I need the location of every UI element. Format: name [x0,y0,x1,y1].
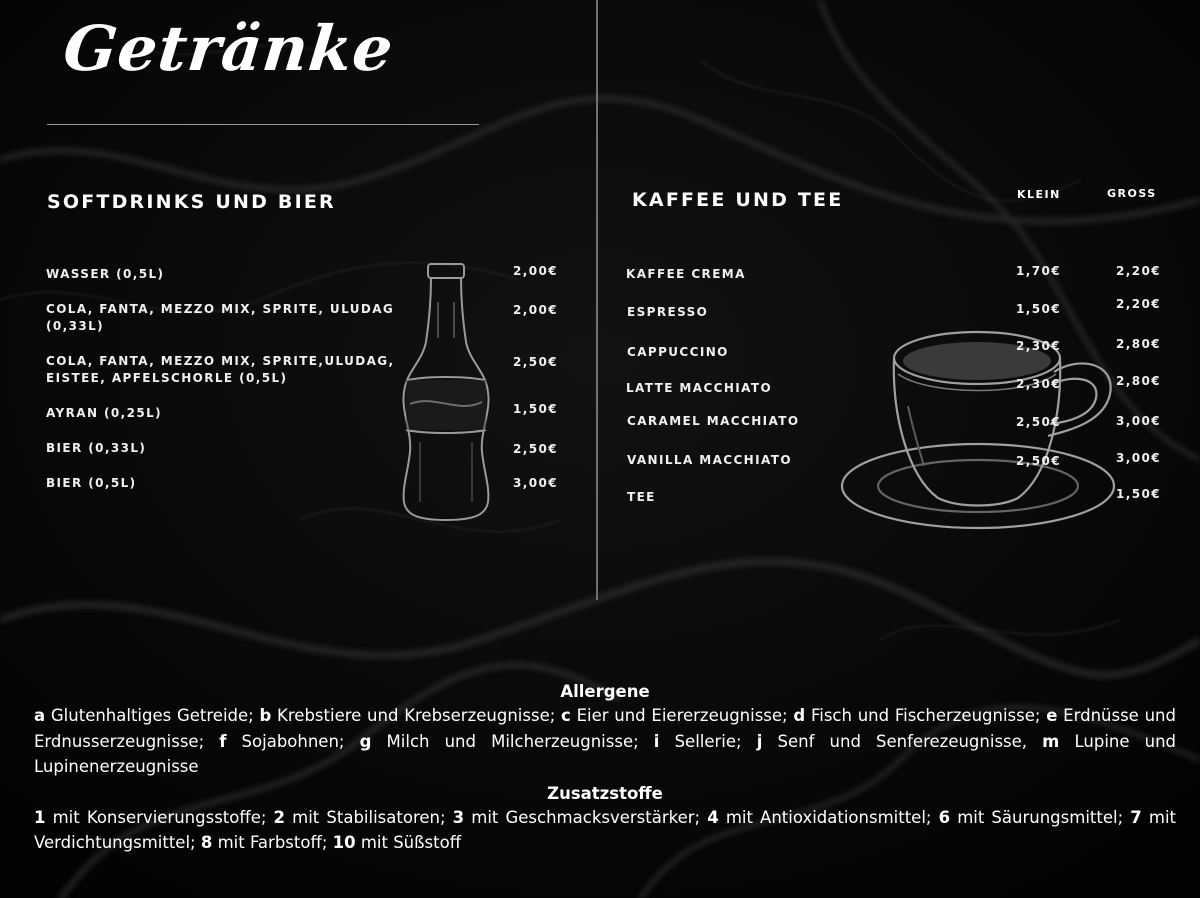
allergene-entry: d Fisch und Fischerzeugnisse; [793,706,1047,725]
kaffee-item-name: LATTE MACCHIATO [626,381,773,395]
zusatzstoffe-heading: Zusatzstoffe [547,783,663,803]
softdrink-item-name: COLA, FANTA, MEZZO MIX, SPRITE, ULUDAG (0,33L) [46,302,395,333]
zusatzstoffe-text [34,805,1176,856]
page-title: Getränke [60,12,398,85]
allergene-entry: e Erdnüsse und Erdnusserzeugnisse; [34,706,1176,751]
kaffee-item-klein-price: 1,70€ [1016,264,1061,278]
kaffee-item-gross-price: 2,20€ [1116,297,1161,311]
softdrink-item-name: BIER (0,5L) [46,476,137,490]
kaffee-item-gross-price: 3,00€ [1116,451,1161,465]
kaffee-item-klein-price: 2,50€ [1016,415,1061,429]
softdrink-item-name: COLA, FANTA, MEZZO MIX, SPRITE,ULUDAG, EISTEE, APFELSCHORLE (0,5L) [46,354,395,385]
kaffee-item-name: KAFFEE CREMA [626,267,746,281]
softdrink-item-price: 2,00€ [513,264,558,278]
kaffee-item-gross-price: 3,00€ [1116,414,1161,428]
kaffee-item-gross-price: 1,50€ [1116,487,1161,501]
zusatzstoffe-entry: 10 mit Süßstoff [332,833,462,852]
kaffee-item-gross-price: 2,20€ [1116,264,1161,278]
allergene-entry: b Krebstiere und Krebserzeugnisse; [259,706,562,725]
softdrink-item-price: 1,50€ [513,402,558,416]
allergene-entry: c Eier und Eiererzeugnisse; [561,706,794,725]
zusatzstoffe-entry: 2 mit Stabilisatoren; [273,807,453,827]
kaffee-item-name: TEE [627,490,656,504]
allergy-legend [34,680,1176,856]
column-divider [596,0,598,600]
softdrink-item-name: WASSER (0,5L) [46,267,165,281]
allergene-entry: f Sojabohnen; [219,731,360,751]
column-header-gross: GROSS [1107,187,1157,200]
kaffee-heading: KAFFEE UND TEE [632,189,844,211]
softdrinks-heading: SOFTDRINKS UND BIER [47,191,336,213]
allergene-heading: Allergene [560,682,650,701]
allergene-entry: j Senf und Senferezeugnisse, [756,731,1043,751]
allergene-entry: a Glutenhaltiges Getreide; [34,706,260,725]
softdrink-item-price: 2,00€ [513,303,558,317]
title-underline [47,124,479,125]
kaffee-item-klein-price: 1,50€ [1016,302,1061,316]
softdrink-item-price: 3,00€ [513,476,558,490]
softdrink-item-price: 2,50€ [513,442,558,456]
kaffee-item-gross-price: 2,80€ [1116,374,1161,388]
kaffee-item-gross-price: 2,80€ [1116,337,1161,351]
zusatzstoffe-entry: 6 mit Säurungsmittel; [938,807,1131,827]
allergene-entry: i Sellerie; [653,731,757,751]
zusatzstoffe-entry: 1 mit Konservierungsstoffe; [34,807,274,827]
kaffee-item-klein-price: 2,30€ [1016,377,1061,391]
softdrink-item-name: BIER (0,33L) [46,441,147,455]
zusatzstoffe-entry: 3 mit Geschmacksverstärker; [452,807,708,827]
zusatzstoffe-entry: 8 mit Farbstoff; [200,833,333,852]
zusatzstoffe-entry: 7 mit Verdichtungsmittel; [34,807,1176,852]
zusatzstoffe-entry: 4 mit Antioxidationsmittel; [707,807,939,827]
allergene-entry: g Milch und Milcherzeugnisse; [359,731,654,751]
softdrink-item-name: AYRAN (0,25L) [46,406,162,420]
allergene-entry: m Lupine und Lupinenerzeugnisse [34,731,1177,776]
kaffee-item-klein-price: 2,30€ [1016,339,1061,353]
allergene-text [34,703,1176,780]
kaffee-item-name: CARAMEL MACCHIATO [627,414,800,428]
kaffee-item-name: VANILLA MACCHIATO [627,453,792,467]
column-header-klein: KLEIN [1017,188,1061,201]
softdrink-item-price: 2,50€ [513,355,558,369]
bottle-icon [398,262,494,524]
kaffee-item-klein-price: 2,50€ [1016,454,1061,468]
kaffee-item-name: CAPPUCCINO [627,345,729,359]
kaffee-item-name: ESPRESSO [627,305,709,319]
